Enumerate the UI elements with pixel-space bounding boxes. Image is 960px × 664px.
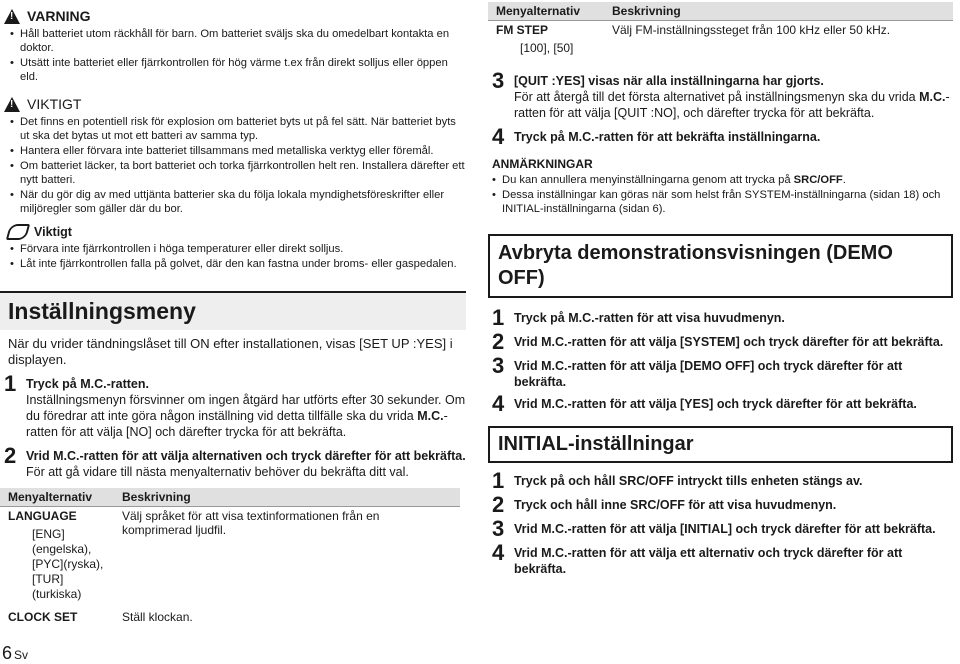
- list-item: • Det finns en potentiell risk för explosion om batteriet byts ut på fel sätt. När batteriet byts ut ska det bytas ut mot ett batteri av samma typ.: [10, 115, 466, 143]
- list-item: • Du kan annullera menyinställningarna genom att trycka på SRC/OFF.: [492, 173, 953, 187]
- notes-list: [488, 173, 953, 216]
- demo-steps: [488, 305, 953, 416]
- step-heading: Vrid M.C.-ratten för att välja alternativen och tryck därefter för att bekräfta.: [26, 449, 466, 463]
- right-column: [488, 0, 953, 581]
- menu-item-name: LANGUAGE: [8, 509, 77, 523]
- settings-step-2: [4, 443, 466, 480]
- page-footer: [2, 643, 28, 664]
- initial-step: 3 Vrid M.C.-ratten för att välja [INITIAL] och tryck därefter för att bekräfta.: [492, 516, 936, 541]
- important-heading: [4, 96, 466, 112]
- settings-intro: När du vrider tändningslåset till ON efter installationen, visas [SET UP :YES] i displayen.: [8, 336, 453, 367]
- menu-item-options: [100], [50]: [520, 41, 574, 55]
- list-item: • Dessa inställningar kan göras när som helst från SYSTEM-inställningarna (sidan 18) och INITIAL-inställningarna (sidan 6).: [492, 188, 953, 216]
- settings-step-4: [492, 124, 953, 149]
- step-body: För att gå vidare till nästa menyalternativ behöver du bekräfta ditt val.: [26, 465, 409, 479]
- list-item: • När du gör dig av med uttjänta batterier ska du följa lokala myndighetsföreskrifter eller miljöregler som gäller där du bor.: [10, 188, 466, 216]
- initial-step: 1 Tryck på och håll SRC/OFF intryckt tills enheten stängs av.: [492, 468, 863, 493]
- table-row: [0, 604, 460, 626]
- warning-title: VARNING: [27, 8, 91, 24]
- demo-step: 2 Vrid M.C.-ratten för att välja [SYSTEM] och tryck därefter för att bekräfta.: [492, 329, 944, 354]
- table-header: Menyalternativ: [488, 2, 604, 21]
- caution-title: Viktigt: [34, 225, 72, 239]
- initial-step: 2 Tryck och håll inne SRC/OFF för att visa huvudmenyn.: [492, 492, 837, 517]
- step-heading: Tryck på M.C.-ratten för att bekräfta inställningarna.: [514, 130, 821, 144]
- left-column: [0, 0, 466, 626]
- table-header: Beskrivning: [604, 2, 953, 21]
- demo-heading: Avbryta demonstrationsvisningen (DEMO OFF): [488, 234, 953, 298]
- list-item: • Hantera eller förvara inte batteriet tillsammans med metalliska verktyg eller föremål.: [10, 144, 466, 158]
- language-code: Sv: [14, 648, 29, 662]
- list-item: • Om batteriet läcker, ta bort batteriet och torka fjärrkontrollen helt ren. Installera därefter ett nytt batteri.: [10, 159, 466, 187]
- warning-triangle-icon: [4, 9, 20, 24]
- step-heading: Tryck på M.C.-ratten.: [26, 377, 149, 391]
- demo-step: 4 Vrid M.C.-ratten för att välja [YES] och tryck därefter för att bekräfta.: [492, 391, 917, 416]
- menu-item-desc: Ställ klockan.: [122, 610, 193, 624]
- step-body: Inställningsmenyn försvinner om ingen åtgärd har utförts efter 30 sekunder. Om du föredrar att inte göra någon inställning vid detta tillfälle ska du vrida M.C.-ratten för att välja [NO] och därefter trycka för att bekräfta.: [26, 393, 466, 439]
- page-number: 6: [2, 643, 13, 663]
- list-item: • Utsätt inte batteriet eller fjärrkontrollen för hög värme t.ex från direkt solljus eller öppen eld.: [10, 56, 466, 84]
- list-item: • Låt inte fjärrkontrollen falla på golvet, där den kan fastna under broms- eller gaspedalen.: [10, 257, 466, 271]
- menu-item-options: [ENG] (engelska), [PYC](ryska), [TUR] (turkiska): [32, 527, 104, 601]
- menu-item-name: FM STEP: [496, 23, 549, 37]
- step-number: 2: [4, 443, 17, 468]
- demo-step: 3 Vrid M.C.-ratten för att välja [DEMO OFF] och tryck därefter för att bekräfta.: [492, 353, 903, 389]
- caution-hand-icon: [6, 224, 30, 240]
- important-title: VIKTIGT: [27, 96, 82, 112]
- step-number: 1: [4, 371, 17, 396]
- initial-step: 4 Vrid M.C.-ratten för att välja ett alternativ och tryck därefter för att bekräfta.: [492, 540, 903, 576]
- initial-heading: INITIAL-inställningar: [488, 426, 953, 463]
- fm-table: [488, 2, 953, 57]
- caution-list: [0, 242, 466, 271]
- step-number: 3: [492, 68, 505, 93]
- step-heading: [QUIT :YES] visas när alla inställningarna har gjorts.: [514, 74, 824, 88]
- notes-title: ANMÄRKNINGAR: [492, 157, 593, 171]
- list-item: • Förvara inte fjärrkontrollen i höga temperaturer eller direkt solljus.: [10, 242, 466, 256]
- warning-triangle-icon: [4, 97, 20, 112]
- important-list: [0, 115, 466, 216]
- step-body: För att återgå till det första alternativet på inställningsmenyn ska du vrida M.C.-ratten för att välja [QUIT :NO], och därefter trycka för att bekräfta.: [514, 90, 950, 120]
- warning-heading: [4, 8, 466, 24]
- settings-table: [0, 488, 460, 626]
- settings-heading: Inställningsmeny: [0, 291, 466, 330]
- menu-item-desc: Välj språket för att visa textinformationen från en komprimerad ljudfil.: [122, 509, 380, 537]
- menu-item-desc: Välj FM-inställningssteget från 100 kHz eller 50 kHz.: [612, 23, 891, 37]
- step-number: 4: [492, 124, 505, 149]
- warning-list: [0, 27, 466, 84]
- table-row: [488, 21, 953, 58]
- caution-heading: [8, 224, 466, 240]
- menu-item-name: CLOCK SET: [8, 610, 78, 624]
- demo-step: 1 Tryck på M.C.-ratten för att visa huvudmenyn.: [492, 305, 785, 330]
- table-header: Menyalternativ: [0, 488, 114, 507]
- table-row: [0, 507, 460, 605]
- initial-steps: [488, 468, 953, 577]
- settings-step-3: [492, 68, 953, 121]
- list-item: • Håll batteriet utom räckhåll för barn. Om batteriet sväljs ska du omedelbart kontakta en doktor.: [10, 27, 466, 55]
- table-header: Beskrivning: [114, 488, 460, 507]
- settings-step-1: [4, 371, 466, 440]
